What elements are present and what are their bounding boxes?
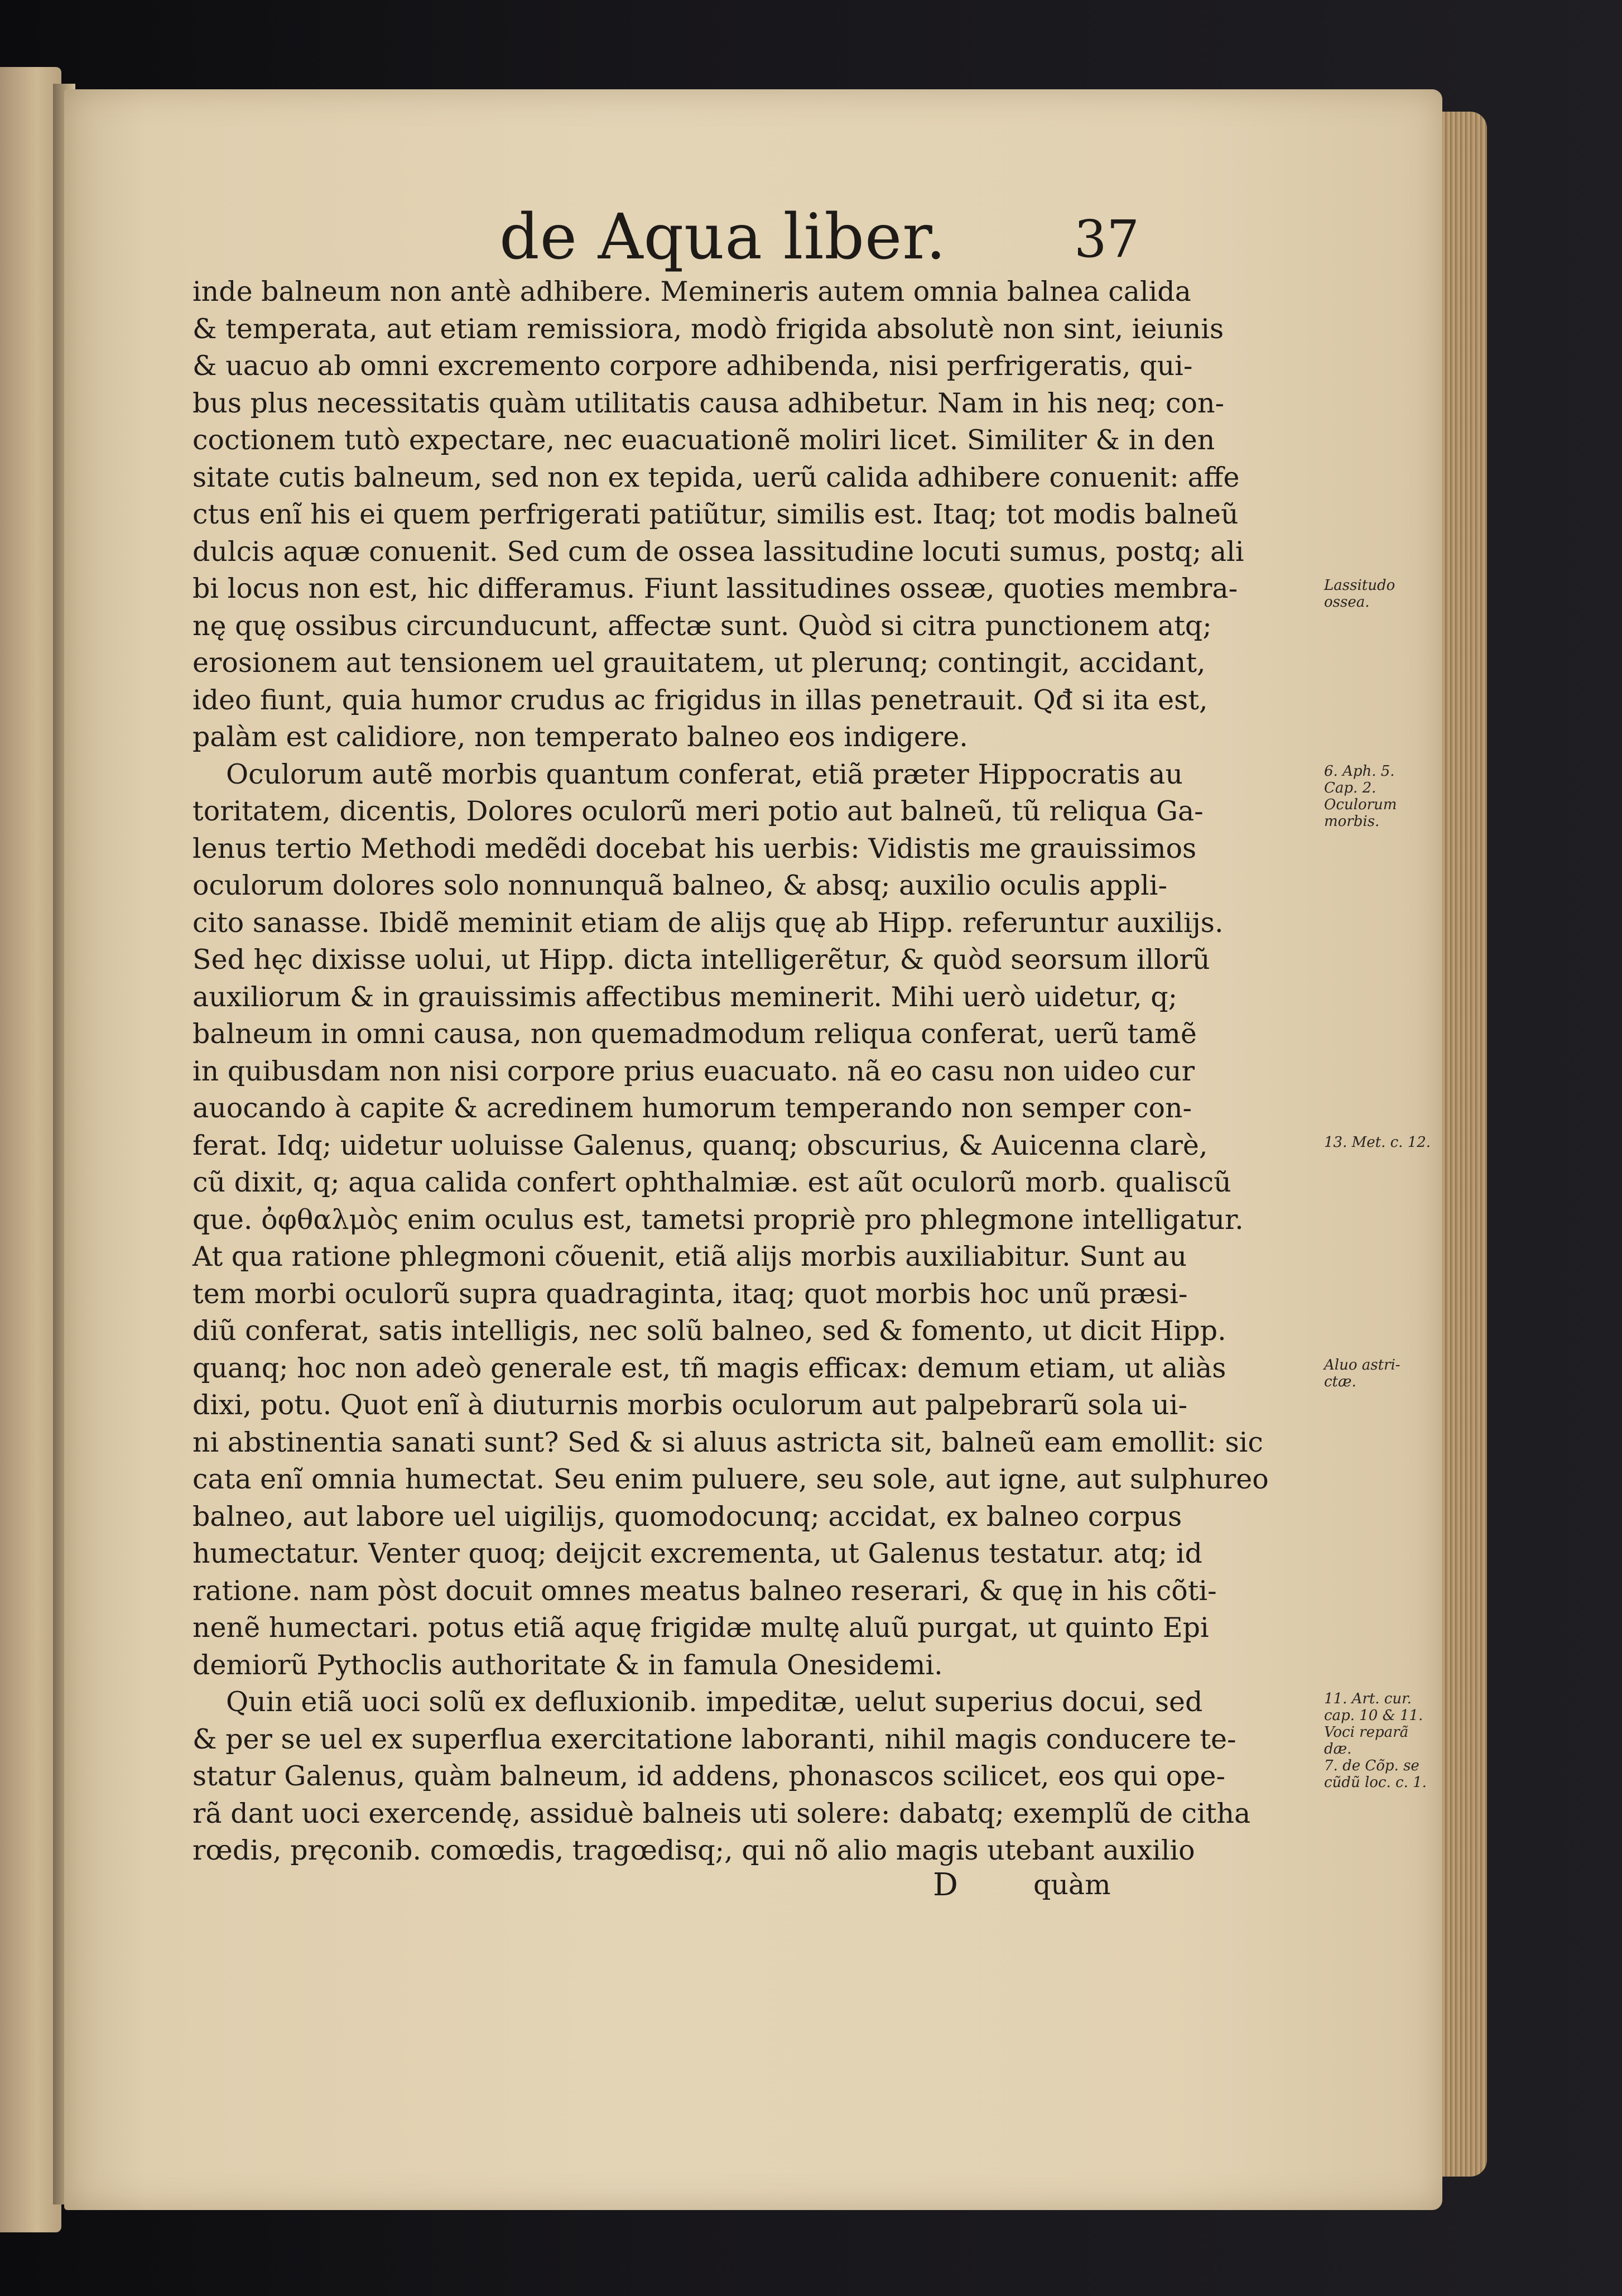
text-line: balneum in omni causa, non quemadmodum reliqua conferat, uerũ tamẽ	[192, 1018, 1197, 1050]
margin-note-line: cap. 10 & 11.	[1324, 1707, 1423, 1724]
text-line: lenus tertio Methodi medẽdi docebat his uerbis: Vidistis me grauissimos	[192, 832, 1197, 864]
text-line: ni abstinentia sanati sunt? Sed & si aluus astricta sit, balneũ eam emollit: sic	[192, 1426, 1263, 1458]
text-line: & uacuo ab omni excremento corpore adhibenda, nisi perfrigeratis, qui-	[192, 350, 1193, 382]
text-line: palàm est calidiore, non temperato balneo eos indigere.	[192, 721, 968, 753]
margin-note-line: 13. Met. c. 12.	[1324, 1133, 1431, 1151]
text-line: statur Galenus, quàm balneum, id addens, phonascos scilicet, eos qui ope-	[192, 1760, 1226, 1792]
text-line: cũ dixit, q; aqua calida confert ophthalmiæ. est aũt oculorũ morb. qualiscũ	[192, 1166, 1231, 1198]
text-line: bi locus non est, hic differamus. Fiunt lassitudines osseæ, quoties membra-	[192, 573, 1238, 604]
text-line: dixi, potu. Quot enĩ à diuturnis morbis oculorum aut palpebrarũ sola ui-	[192, 1389, 1188, 1421]
page-header	[0, 201, 1622, 273]
text-line: ferat. Idq; uidetur uoluisse Galenus, quanq; obscurius, & Auicenna clarè,	[192, 1129, 1208, 1161]
text-line: sitate cutis balneum, sed non ex tepida, uerũ calida adhibere conuenit: affe	[192, 461, 1240, 493]
text-line: auxiliorum & in grauissimis affectibus meminerit. Mihi uerò uidetur, q;	[192, 981, 1178, 1013]
text-line: At qua ratione phlegmoni cõuenit, etiã alijs morbis auxiliabitur. Sunt au	[192, 1241, 1187, 1272]
margin-note	[1324, 763, 1436, 830]
page-number: 37	[1074, 209, 1140, 269]
text-line: erosionem aut tensionem uel grauitatem, ut plerunq; contingit, accidant,	[192, 647, 1206, 679]
margin-note	[1324, 1357, 1436, 1390]
text-line: que. ὀφθαλμὸς enim oculus est, tametsi propriè pro phlegmone intelligatur.	[192, 1203, 1244, 1236]
text-line: nę quę ossibus circunducunt, affectæ sunt. Quòd si citra punctionem atq;	[192, 609, 1212, 642]
margin-note-line: Oculorum	[1324, 796, 1397, 813]
text-line: auocando à capite & acredinem humorum temperando non semper con-	[192, 1092, 1192, 1124]
margin-note-line: Voci reparã	[1324, 1724, 1409, 1741]
text-line: & per se uel ex superflua exercitatione laboranti, nihil magis conducere te-	[192, 1723, 1236, 1755]
catchword: quàm	[1033, 1869, 1111, 1901]
text-line: balneo, aut labore uel uigilijs, quomodocunq; accidat, ex balneo corpus	[192, 1500, 1182, 1533]
text-line: toritatem, dicentis, Dolores oculorũ meri potio aut balneũ, tũ reliqua Ga-	[192, 795, 1204, 827]
text-line: coctionem tutò expectare, nec euacuationẽ moliri licet. Similiter & in den	[192, 424, 1215, 456]
text-line: rã dant uoci exercendę, assiduè balneis uti solere: dabatq; exemplũ de citha	[192, 1797, 1251, 1829]
text-line: dulcis aquæ conuenit. Sed cum de ossea lassitudine locuti sumus, postq; ali	[192, 535, 1244, 568]
text-line: demiorũ Pythoclis authoritate & in famula Onesidemi.	[192, 1649, 943, 1681]
text-line: tem morbi oculorũ supra quadraginta, itaq; quot morbis hoc unũ præsi-	[192, 1277, 1188, 1310]
text-line: ideo fiunt, quia humor crudus ac frigidus in illas penetrauit. Qđ si ita est,	[192, 684, 1208, 716]
page-footer	[0, 1867, 1622, 1906]
text-line: inde balneum non antè adhibere. Memineris autem omnia balnea calida	[192, 276, 1191, 308]
text-line: cito sanasse. Ibidẽ meminit etiam de alijs quę ab Hipp. referuntur auxilijs.	[192, 906, 1224, 939]
text-line: cata enĩ omnia humectat. Seu enim puluere, seu sole, aut igne, aut sulphureo	[192, 1463, 1269, 1495]
margin-note-line: 6. Aph. 5.	[1324, 762, 1395, 780]
margin-note-line: 11. Art. cur.	[1324, 1690, 1412, 1707]
text-line: in quibusdam non nisi corpore prius euacuato. nã eo casu non uideo cur	[192, 1055, 1195, 1087]
margin-note-line: morbis.	[1324, 813, 1380, 830]
margin-note-line: 7. de Cõp. se	[1324, 1757, 1419, 1774]
text-line: quanq; hoc non adeò generale est, tñ magis efficax: demum etiam, ut aliàs	[192, 1352, 1226, 1384]
text-line: nenẽ humectari. potus etiã aquę frigidæ multę aluũ purgat, ut quinto Epi	[192, 1612, 1209, 1644]
facing-page-edge	[0, 67, 61, 2232]
margin-note-line: ctæ.	[1324, 1373, 1356, 1390]
text-line: Quin etiã uoci solũ ex defluxionib. impeditæ, uelut superius docui, sed	[226, 1686, 1203, 1718]
signature-mark: D	[933, 1867, 958, 1903]
text-line: rœdis, pręconib. comœdis, tragœdisq;, qui nõ alio magis utebant auxilio	[192, 1834, 1195, 1866]
text-line: Sed hęc dixisse uolui, ut Hipp. dicta intelligerẽtur, & quòd seorsum illorũ	[192, 944, 1210, 976]
body-text	[192, 273, 1431, 1870]
text-line: bus plus necessitatis quàm utilitatis causa adhibetur. Nam in his neq; con-	[192, 387, 1225, 419]
running-title: de Aqua liber.	[499, 201, 947, 273]
margin-note-line: cũdũ loc. c. 1.	[1324, 1774, 1427, 1791]
margin-note-line: ossea.	[1324, 594, 1370, 611]
text-line: ratione. nam pòst docuit omnes meatus balneo reserari, & quę in his cõti-	[192, 1574, 1217, 1607]
margin-note-line: Lassitudo	[1324, 577, 1395, 594]
margin-note-line: dæ.	[1324, 1741, 1352, 1757]
margin-note	[1324, 1690, 1436, 1791]
margin-note-line: Cap. 2.	[1324, 779, 1376, 796]
text-line: ctus enĩ his ei quem perfrigerati patiũtur, similis est. Itaq; tot modis balneũ	[192, 498, 1239, 530]
margin-note-line: Aluo astri-	[1324, 1356, 1400, 1373]
text-line: oculorum dolores solo nonnunquã balneo, & absq; auxilio oculis appli-	[192, 870, 1168, 901]
text-line: Oculorum autẽ morbis quantum conferat, etiã præter Hippocratis au	[226, 758, 1183, 790]
margin-note	[1324, 577, 1436, 611]
text-line: humectatur. Venter quoq; deijcit excrementa, ut Galenus testatur. atq; id	[192, 1538, 1202, 1569]
margin-note	[1324, 1134, 1436, 1151]
text-line: diũ conferat, satis intelligis, nec solũ balneo, sed & fomento, ut dicit Hipp.	[192, 1315, 1226, 1347]
text-line: & temperata, aut etiam remissiora, modò frigida absolutè non sint, ieiunis	[192, 313, 1224, 345]
